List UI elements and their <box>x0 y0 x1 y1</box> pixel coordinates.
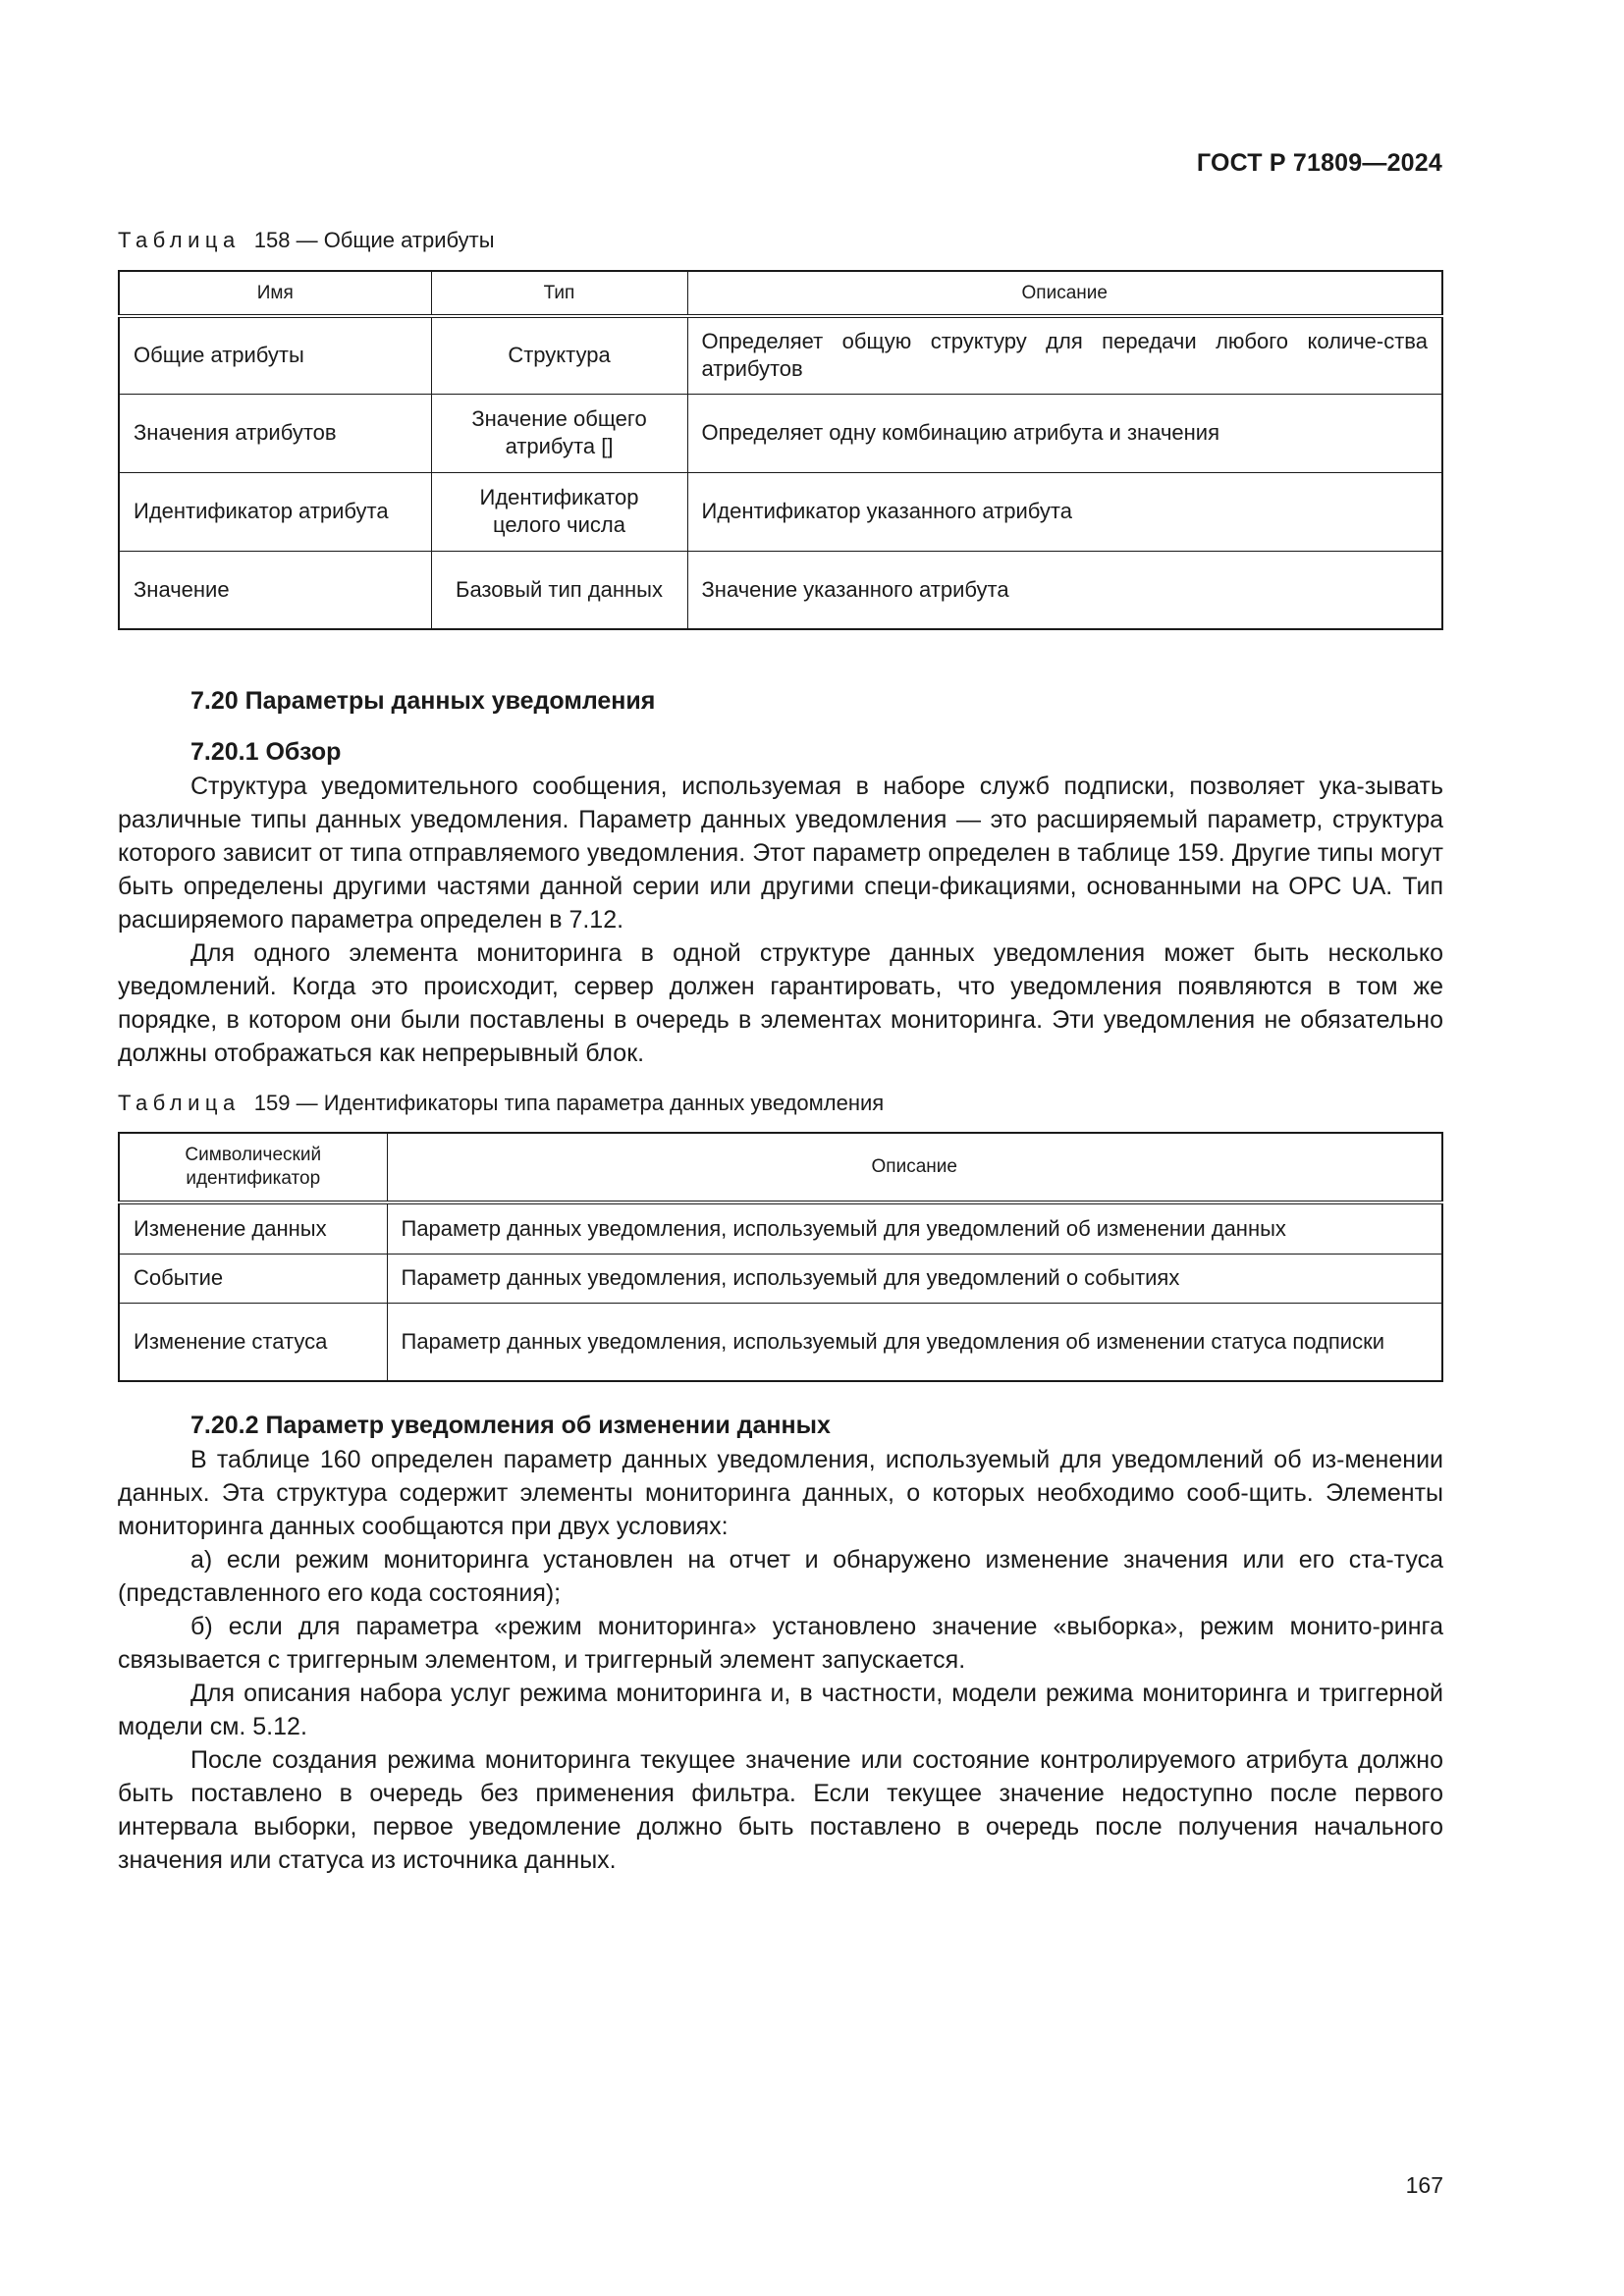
table-cell: Определяет одну комбинацию атрибута и значения <box>687 394 1442 472</box>
table-cell: Базовый тип данных <box>431 551 687 629</box>
table-158-caption <box>118 228 495 253</box>
subsection-heading: 7.20.1 Обзор <box>190 738 342 766</box>
table-cell: Значение <box>119 551 431 629</box>
table-caption-word: Таблица <box>118 228 241 252</box>
table-cell: Событие <box>119 1254 387 1303</box>
table-row <box>119 1303 1442 1381</box>
table-cell: Общие атрибуты <box>119 316 431 394</box>
table-row <box>119 1202 1442 1254</box>
table-cell: Идентификатор атрибута <box>119 472 431 551</box>
table-cell: Значение общего атрибута [] <box>431 394 687 472</box>
table-cell: Значения атрибутов <box>119 394 431 472</box>
list-item: б) если для параметра «режим мониторинга» установлено значение «выборка», режим монито-ринга связывается с триггерным элементом, и триггерный элемент запускается. <box>118 1613 1443 1674</box>
table-cell: Параметр данных уведомления, используемый для уведомлений об изменении данных <box>387 1202 1442 1254</box>
table-cell: Параметр данных уведомления, используемый для уведомлений о событиях <box>387 1254 1442 1303</box>
subsection-heading: 7.20.2 Параметр уведомления об изменении данных <box>190 1412 831 1439</box>
table-cell: Определяет общую структуру для передачи любого количе-ства атрибутов <box>687 316 1442 394</box>
table-caption-text: 158 — Общие атрибуты <box>253 228 495 252</box>
document-id: ГОСТ Р 71809—2024 <box>1196 149 1442 177</box>
paragraph: Для описания набора услуг режима мониторинга и, в частности, модели режима мониторинга и триггерной модели см. 5.12. <box>118 1680 1443 1740</box>
column-header-description: Описание <box>687 271 1442 316</box>
paragraph: В таблице 160 определен параметр данных уведомления, используемый для уведомлений об из-менении данных. Эта структура содержит элементы мониторинга данных, о которых необходимо сооб-щить. Элементы мониторинга данных сообщаются при двух условиях: <box>118 1446 1443 1540</box>
table-row <box>119 472 1442 551</box>
table-158 <box>118 270 1443 630</box>
paragraph: Структура уведомительного сообщения, используемая в наборе служб подписки, позволяет ука-зывать различные типы данных уведомления. Параметр данных уведомления — это расширяемый параметр, структура которого зависит от типа отправляемого уведомления. Этот параметр определен в таблице 159. Другие типы могут быть определены другими частями данной серии или другими специ-фикациями, основанными на OPC UA. Тип расширяемого параметра определен в 7.12. <box>118 773 1443 934</box>
table-row <box>119 551 1442 629</box>
table-159 <box>118 1132 1443 1382</box>
section-7-20-1-body <box>118 770 1443 1070</box>
section-7-20-2-body <box>118 1443 1443 1877</box>
table-header-row <box>119 1133 1442 1202</box>
table-cell: Структура <box>431 316 687 394</box>
table-caption-text: 159 — Идентификаторы типа параметра данных уведомления <box>253 1091 885 1115</box>
table-row <box>119 394 1442 472</box>
column-header-description: Описание <box>387 1133 1442 1202</box>
table-row <box>119 316 1442 394</box>
column-header-name: Имя <box>119 271 431 316</box>
column-header-type: Тип <box>431 271 687 316</box>
table-159-caption <box>118 1091 884 1116</box>
table-cell: Идентификатор указанного атрибута <box>687 472 1442 551</box>
page-number: 167 <box>1405 2172 1443 2198</box>
table-row <box>119 1254 1442 1303</box>
table-cell: Изменение данных <box>119 1202 387 1254</box>
table-cell: Изменение статуса <box>119 1303 387 1381</box>
table-caption-word: Таблица <box>118 1091 241 1115</box>
table-header-row <box>119 271 1442 316</box>
table-cell: Значение указанного атрибута <box>687 551 1442 629</box>
column-header-identifier: Символический идентификатор <box>119 1133 387 1202</box>
section-heading: 7.20 Параметры данных уведомления <box>190 687 656 715</box>
table-cell: Идентификатор целого числа <box>431 472 687 551</box>
table-cell: Параметр данных уведомления, используемый для уведомления об изменении статуса подписки <box>387 1303 1442 1381</box>
list-item: а) если режим мониторинга установлен на отчет и обнаружено изменение значения или его ста-туса (представленного его кода состояния); <box>118 1546 1443 1607</box>
paragraph: После создания режима мониторинга текущее значение или состояние контролируемого атрибута должно быть поставлено в очередь без применения фильтра. Если текущее значение недоступно после первого интервала выборки, первое уведомление должно быть поставлено в очередь после получения начального значения или статуса из источника данных. <box>118 1746 1443 1874</box>
paragraph: Для одного элемента мониторинга в одной структуре данных уведомления может быть несколько уведомлений. Когда это происходит, сервер должен гарантировать, что уведомления появляются в том же порядке, в котором они были поставлены в очередь в элементах мониторинга. Эти уведомления не обязательно должны отображаться как непрерывный блок. <box>118 939 1443 1067</box>
